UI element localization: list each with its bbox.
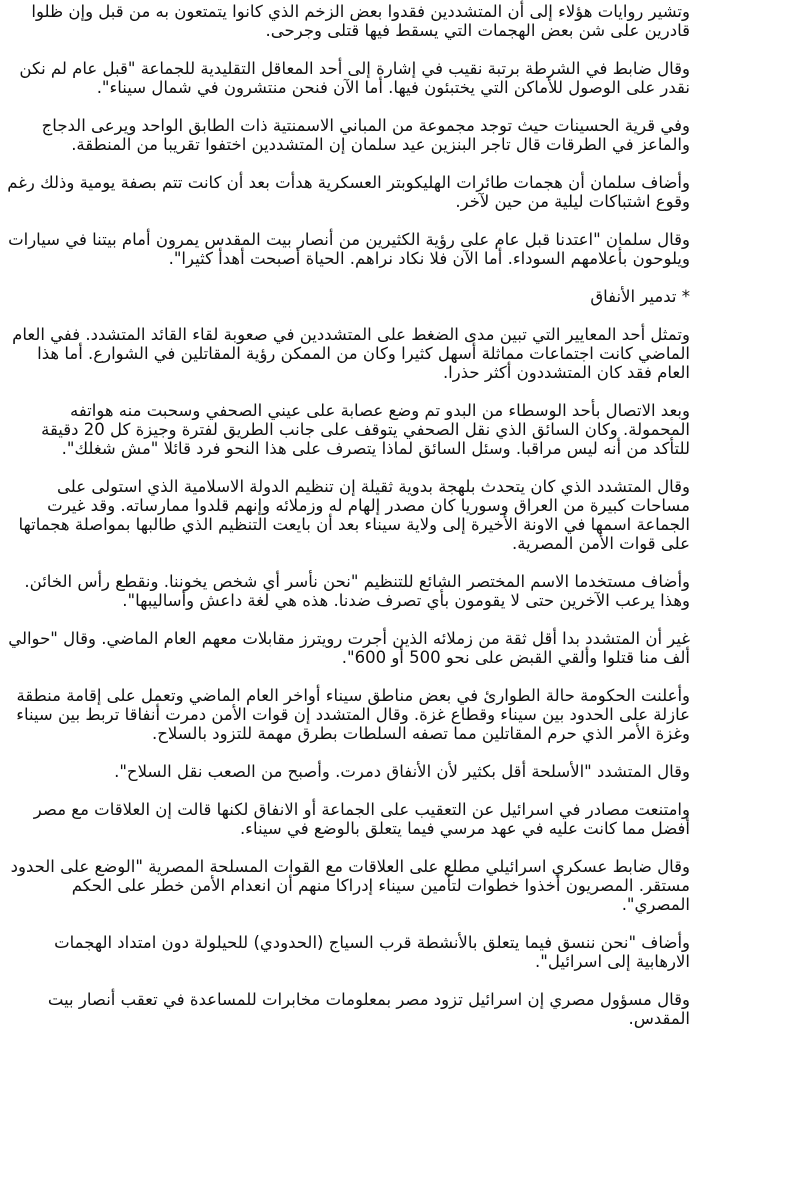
paragraph: وأعلنت الحكومة حالة الطوارئ في بعض مناطق سيناء أواخر العام الماضي وتعمل على إقامة منطقة عازلة على الحدود بين سيناء وقطاع غزة. وقال المتشدد إن قوات الأمن دمرت أنفاقا تربط بين سيناء وغزة الأمر الذي حرم المقاتلين مما تصفه السلطات بطرق مهمة للتزود بالسلاح. <box>16 686 690 743</box>
paragraph: وأضاف "نحن ننسق فيما يتعلق بالأنشطة قرب السياج (الحدودي) للحيلولة دون امتداد الهجمات الارهابية إلى اسرائيل". <box>54 933 690 971</box>
paragraph: وقال سلمان "اعتدنا قبل عام على رؤية الكثيرين من أنصار بيت المقدس يمرون أمام بيتنا في سيارات ويلوحون بأعلامهم السوداء. أما الآن فلا نكاد نراهم. الحياة أصبحت أهدأ كثيرا". <box>8 230 690 268</box>
article-body <box>6 2 690 1028</box>
paragraph: وأضاف سلمان أن هجمات طائرات الهليكوبتر العسكرية هدأت بعد أن كانت تتم بصفة يومية وذلك رغم وقوع اشتباكات ليلية من حين لآخر. <box>7 173 690 211</box>
paragraph: وقال المتشدد "الأسلحة أقل بكثير لأن الأنفاق دمرت. وأصبح من الصعب نقل السلاح". <box>114 762 690 781</box>
paragraph: وبعد الاتصال بأحد الوسطاء من البدو تم وضع عصابة على عيني الصحفي وسحبت منه هواتفه المحمولة. وكان السائق الذي نقل الصحفي يتوقف على جانب الطريق لفترة وجيزة كل 20 دقيقة للتأكد من أنه ليس مراقبا. وسئل السائق لماذا يتصرف على هذا النحو فرد قائلا "مش شغلك". <box>41 401 690 458</box>
paragraph: وقال ضابط في الشرطة برتبة نقيب في إشارة إلى أحد المعاقل التقليدية للجماعة "قبل عام لم نكن نقدر على الوصول للأماكن التي يختبئون فيها. أما الآن فنحن منتشرون في شمال سيناء". <box>19 59 690 97</box>
paragraph: وامتنعت مصادر في اسرائيل عن التعقيب على الجماعة أو الانفاق لكنها قالت إن العلاقات مع مصر أفضل مما كانت عليه في عهد مرسي فيما يتعلق بالوضع في سيناء. <box>33 800 690 838</box>
paragraph: وتمثل أحد المعايير التي تبين مدى الضغط على المتشددين في صعوبة لقاء القائد المتشدد. ففي العام الماضي كانت اجتماعات مماثلة أسهل كثيرا وكان من الممكن رؤية المقاتلين في الشوارع. أما هذا العام فقد كان المتشددون أكثر حذرا. <box>12 325 690 382</box>
section-heading: * تدمير الأنفاق <box>590 287 690 306</box>
paragraph: وفي قرية الحسينات حيث توجد مجموعة من المباني الاسمنتية ذات الطابق الواحد ويرعى الدجاج والماعز في الطرقات قال تاجر البنزين عيد سلمان إن المتشددين اختفوا تقريبا من المنطقة. <box>41 116 690 154</box>
paragraph: وقال ضابط عسكري اسرائيلي مطلع على العلاقات مع القوات المسلحة المصرية "الوضع على الحدود مستقر. المصريون أخذوا خطوات لتأمين سيناء إدراكا منهم أن انعدام الأمن خطر على الحكم المصري". <box>10 857 690 914</box>
paragraph: وتشير روايات هؤلاء إلى أن المتشددين فقدوا بعض الزخم الذي كانوا يتمتعون به من قبل وإن ظلوا قادرين على شن بعض الهجمات التي يسقط فيها قتلى وجرحى. <box>31 2 690 40</box>
paragraph: وقال مسؤول مصري إن اسرائيل تزود مصر بمعلومات مخابرات للمساعدة في تعقب أنصار بيت المقدس. <box>47 990 690 1028</box>
paragraph: وقال المتشدد الذي كان يتحدث بلهجة بدوية ثقيلة إن تنظيم الدولة الاسلامية الذي استولى على مساحات كبيرة من العراق وسوريا كان مصدر إلهام له وزملائه وإنهم قلدوا ممارساته. وقد غيرت الجماعة اسمها في الاونة الأخيرة إلى ولاية سيناء بعد أن بايعت التنظيم الذي طالبها بمواصلة هجماتها على قوات الأمن المصرية. <box>18 477 690 553</box>
paragraph: وأضاف مستخدما الاسم المختصر الشائع للتنظيم "نحن نأسر أي شخص يخوننا. ونقطع رأس الخائن. وهذا يرعب الآخرين حتى لا يقومون بأي تصرف ضدنا. هذه هي لغة داعش وأساليبها". <box>24 572 690 610</box>
paragraph: غير أن المتشدد بدا أقل ثقة من زملائه الذين أجرت رويترز مقابلات معهم العام الماضي. وقال "حوالي ألف منا قتلوا وألقي القبض على نحو 500 أو 600". <box>8 629 690 667</box>
